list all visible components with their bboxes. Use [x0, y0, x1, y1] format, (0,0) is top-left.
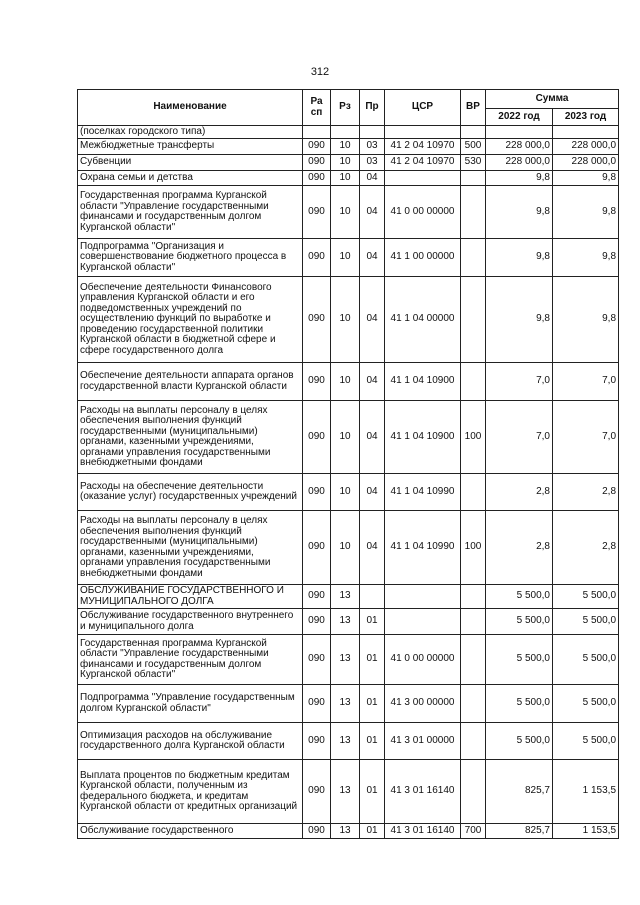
- header-sum: Сумма: [486, 90, 619, 109]
- cell-csr: 41 3 00 00000: [385, 685, 461, 723]
- table-row: [78, 723, 619, 760]
- table-row: [78, 585, 619, 609]
- cell-csr: 41 3 01 16140: [385, 824, 461, 839]
- cell-name: Выплата процентов по бюджетным кредитам Курганской области, полученным из федерального бюджета, и кредитам Курганской области от кредитных организаций: [78, 760, 303, 824]
- header-year-2022: 2022 год: [486, 109, 553, 126]
- cell-pr: 04: [360, 474, 385, 511]
- table-row: [78, 824, 619, 839]
- cell-sum-2023: 9,8: [553, 171, 619, 186]
- cell-sum-2022: 9,8: [486, 277, 553, 363]
- cell-sum-2023: 9,8: [553, 277, 619, 363]
- cell-rasp: 090: [303, 401, 331, 474]
- cell-sum-2022: 5 500,0: [486, 635, 553, 685]
- cell-rz: 10: [331, 511, 360, 585]
- cell-vr: [461, 474, 486, 511]
- cell-vr: [461, 635, 486, 685]
- cell-sum-2023: 5 500,0: [553, 635, 619, 685]
- table-row: [78, 363, 619, 401]
- cell-rz: 13: [331, 723, 360, 760]
- cell-csr: [385, 126, 461, 139]
- cell-name: Обслуживание государственного внутреннего и муниципального долга: [78, 609, 303, 635]
- cell-name: Государственная программа Курганской области "Управление государственными финансами и государственным долгом Курганской области": [78, 635, 303, 685]
- cell-pr: 04: [360, 401, 385, 474]
- table-row: [78, 401, 619, 474]
- budget-table: [77, 89, 619, 839]
- cell-csr: 41 1 04 10900: [385, 363, 461, 401]
- cell-rz: 13: [331, 609, 360, 635]
- cell-sum-2022: 9,8: [486, 239, 553, 277]
- cell-sum-2022: 9,8: [486, 171, 553, 186]
- cell-sum-2022: 228 000,0: [486, 155, 553, 171]
- cell-sum-2022: 5 500,0: [486, 609, 553, 635]
- header-csr: ЦСР: [385, 90, 461, 126]
- cell-sum-2022: 7,0: [486, 401, 553, 474]
- cell-rz: 10: [331, 474, 360, 511]
- cell-rz: 10: [331, 401, 360, 474]
- cell-rasp: 090: [303, 635, 331, 685]
- cell-vr: [461, 363, 486, 401]
- header-year-2023: 2023 год: [553, 109, 619, 126]
- cell-rz: 10: [331, 239, 360, 277]
- cell-pr: 04: [360, 171, 385, 186]
- cell-sum-2023: 5 500,0: [553, 609, 619, 635]
- cell-pr: 04: [360, 186, 385, 239]
- cell-csr: 41 3 01 00000: [385, 723, 461, 760]
- page-number: 312: [310, 66, 330, 78]
- cell-vr: [461, 277, 486, 363]
- cell-vr: 500: [461, 139, 486, 155]
- cell-csr: 41 2 04 10970: [385, 139, 461, 155]
- cell-name: Расходы на обеспечение деятельности (оказание услуг) государственных учреждений: [78, 474, 303, 511]
- cell-rasp: 090: [303, 824, 331, 839]
- cell-csr: 41 0 00 00000: [385, 186, 461, 239]
- cell-rasp: 090: [303, 186, 331, 239]
- cell-sum-2022: 2,8: [486, 474, 553, 511]
- cell-csr: 41 0 00 00000: [385, 635, 461, 685]
- cell-name: ОБСЛУЖИВАНИЕ ГОСУДАРСТВЕННОГО И МУНИЦИПАЛЬНОГО ДОЛГА: [78, 585, 303, 609]
- table-body: [78, 126, 619, 839]
- cell-rasp: 090: [303, 171, 331, 186]
- cell-name: Обеспечение деятельности аппарата органов государственной власти Курганской области: [78, 363, 303, 401]
- cell-csr: [385, 609, 461, 635]
- cell-rz: 13: [331, 760, 360, 824]
- cell-name: Расходы на выплаты персоналу в целях обеспечения выполнения функций государственными (муниципальными) органами, казенными учреждениями, органами управления государственными внебюджетными фондами: [78, 511, 303, 585]
- cell-csr: [385, 171, 461, 186]
- cell-name: Обслуживание государственного: [78, 824, 303, 839]
- cell-pr: 01: [360, 609, 385, 635]
- cell-pr: 03: [360, 139, 385, 155]
- table-row: [78, 171, 619, 186]
- cell-sum-2023: 9,8: [553, 239, 619, 277]
- cell-sum-2022: 5 500,0: [486, 723, 553, 760]
- cell-pr: 01: [360, 635, 385, 685]
- cell-pr: 01: [360, 723, 385, 760]
- cell-vr: 100: [461, 401, 486, 474]
- cell-sum-2023: 7,0: [553, 363, 619, 401]
- cell-rasp: 090: [303, 609, 331, 635]
- cell-vr: [461, 186, 486, 239]
- cell-csr: [385, 585, 461, 609]
- cell-rz: 10: [331, 171, 360, 186]
- cell-vr: 530: [461, 155, 486, 171]
- cell-rasp: 090: [303, 723, 331, 760]
- cell-sum-2023: 228 000,0: [553, 155, 619, 171]
- cell-vr: 700: [461, 824, 486, 839]
- cell-name: Оптимизация расходов на обслуживание государственного долга Курганской области: [78, 723, 303, 760]
- cell-name: Охрана семьи и детства: [78, 171, 303, 186]
- cell-rasp: 090: [303, 139, 331, 155]
- cell-sum-2023: 228 000,0: [553, 139, 619, 155]
- cell-sum-2022: 5 500,0: [486, 685, 553, 723]
- cell-vr: [461, 585, 486, 609]
- cell-rasp: 090: [303, 760, 331, 824]
- table-row: [78, 474, 619, 511]
- cell-rz: 13: [331, 635, 360, 685]
- cell-pr: [360, 585, 385, 609]
- cell-pr: 04: [360, 511, 385, 585]
- cell-rz: 13: [331, 824, 360, 839]
- cell-rasp: 090: [303, 474, 331, 511]
- cell-sum-2022: 7,0: [486, 363, 553, 401]
- cell-rasp: 090: [303, 155, 331, 171]
- header-rz: Рз: [331, 90, 360, 126]
- cell-rz: 13: [331, 685, 360, 723]
- cell-name: (поселках городского типа): [78, 126, 303, 139]
- cell-sum-2022: 5 500,0: [486, 585, 553, 609]
- table-row: [78, 186, 619, 239]
- cell-name: Подпрограмма "Организация и совершенствование бюджетного процесса в Курганской области": [78, 239, 303, 277]
- cell-sum-2023: 5 500,0: [553, 685, 619, 723]
- table-row: [78, 685, 619, 723]
- cell-name: Подпрограмма "Управление государственным долгом Курганской области": [78, 685, 303, 723]
- cell-pr: [360, 126, 385, 139]
- cell-sum-2023: 5 500,0: [553, 723, 619, 760]
- cell-name: Обеспечение деятельности Финансового управления Курганской области и его подведомственных учреждений по осуществлению функций по выработке и проведению государственной политики Курганской области в бюджетной сфере и сфере государственного долга: [78, 277, 303, 363]
- cell-vr: [461, 239, 486, 277]
- cell-rz: [331, 126, 360, 139]
- cell-rz: 13: [331, 585, 360, 609]
- table-row: [78, 139, 619, 155]
- table-row: [78, 511, 619, 585]
- cell-csr: 41 1 04 00000: [385, 277, 461, 363]
- cell-pr: 03: [360, 155, 385, 171]
- cell-rasp: [303, 126, 331, 139]
- cell-csr: 41 2 04 10970: [385, 155, 461, 171]
- cell-rz: 10: [331, 186, 360, 239]
- cell-name: Расходы на выплаты персоналу в целях обеспечения выполнения функций государственными (муниципальными) органами, казенными учреждениями, органами управления государственными внебюджетными фондами: [78, 401, 303, 474]
- cell-rasp: 090: [303, 363, 331, 401]
- cell-name: Субвенции: [78, 155, 303, 171]
- table-row: [78, 155, 619, 171]
- cell-sum-2023: 7,0: [553, 401, 619, 474]
- cell-name: Государственная программа Курганской области "Управление государственными финансами и государственным долгом Курганской области": [78, 186, 303, 239]
- cell-vr: 100: [461, 511, 486, 585]
- cell-vr: [461, 723, 486, 760]
- cell-pr: 04: [360, 363, 385, 401]
- cell-sum-2023: 1 153,5: [553, 760, 619, 824]
- cell-sum-2022: 825,7: [486, 760, 553, 824]
- header-name: Наименование: [78, 90, 303, 126]
- cell-pr: 01: [360, 760, 385, 824]
- cell-vr: [461, 126, 486, 139]
- cell-sum-2022: 228 000,0: [486, 139, 553, 155]
- cell-sum-2023: 9,8: [553, 186, 619, 239]
- table-row: [78, 609, 619, 635]
- cell-pr: 01: [360, 824, 385, 839]
- cell-sum-2022: 2,8: [486, 511, 553, 585]
- cell-vr: [461, 760, 486, 824]
- header-pr: Пр: [360, 90, 385, 126]
- table-row: [78, 635, 619, 685]
- cell-rasp: 090: [303, 511, 331, 585]
- cell-vr: [461, 685, 486, 723]
- cell-sum-2023: 2,8: [553, 511, 619, 585]
- table-row: [78, 126, 619, 139]
- cell-vr: [461, 609, 486, 635]
- cell-rasp: 090: [303, 277, 331, 363]
- cell-sum-2022: 825,7: [486, 824, 553, 839]
- cell-rz: 10: [331, 139, 360, 155]
- cell-pr: 04: [360, 277, 385, 363]
- cell-csr: 41 1 04 10990: [385, 474, 461, 511]
- cell-rz: 10: [331, 155, 360, 171]
- cell-csr: 41 1 04 10900: [385, 401, 461, 474]
- table-row: [78, 239, 619, 277]
- cell-pr: 04: [360, 239, 385, 277]
- table-row: [78, 760, 619, 824]
- cell-rz: 10: [331, 277, 360, 363]
- cell-rasp: 090: [303, 585, 331, 609]
- header-rasp: Ра сп: [303, 90, 331, 126]
- cell-sum-2023: 5 500,0: [553, 585, 619, 609]
- cell-rasp: 090: [303, 685, 331, 723]
- cell-rasp: 090: [303, 239, 331, 277]
- cell-name: Межбюджетные трансферты: [78, 139, 303, 155]
- cell-vr: [461, 171, 486, 186]
- cell-pr: 01: [360, 685, 385, 723]
- cell-csr: 41 1 00 00000: [385, 239, 461, 277]
- cell-rz: 10: [331, 363, 360, 401]
- cell-sum-2023: 1 153,5: [553, 824, 619, 839]
- cell-csr: 41 3 01 16140: [385, 760, 461, 824]
- cell-sum-2023: [553, 126, 619, 139]
- cell-sum-2022: [486, 126, 553, 139]
- cell-sum-2023: 2,8: [553, 474, 619, 511]
- table-row: [78, 277, 619, 363]
- header-vr: ВР: [461, 90, 486, 126]
- cell-csr: 41 1 04 10990: [385, 511, 461, 585]
- cell-sum-2022: 9,8: [486, 186, 553, 239]
